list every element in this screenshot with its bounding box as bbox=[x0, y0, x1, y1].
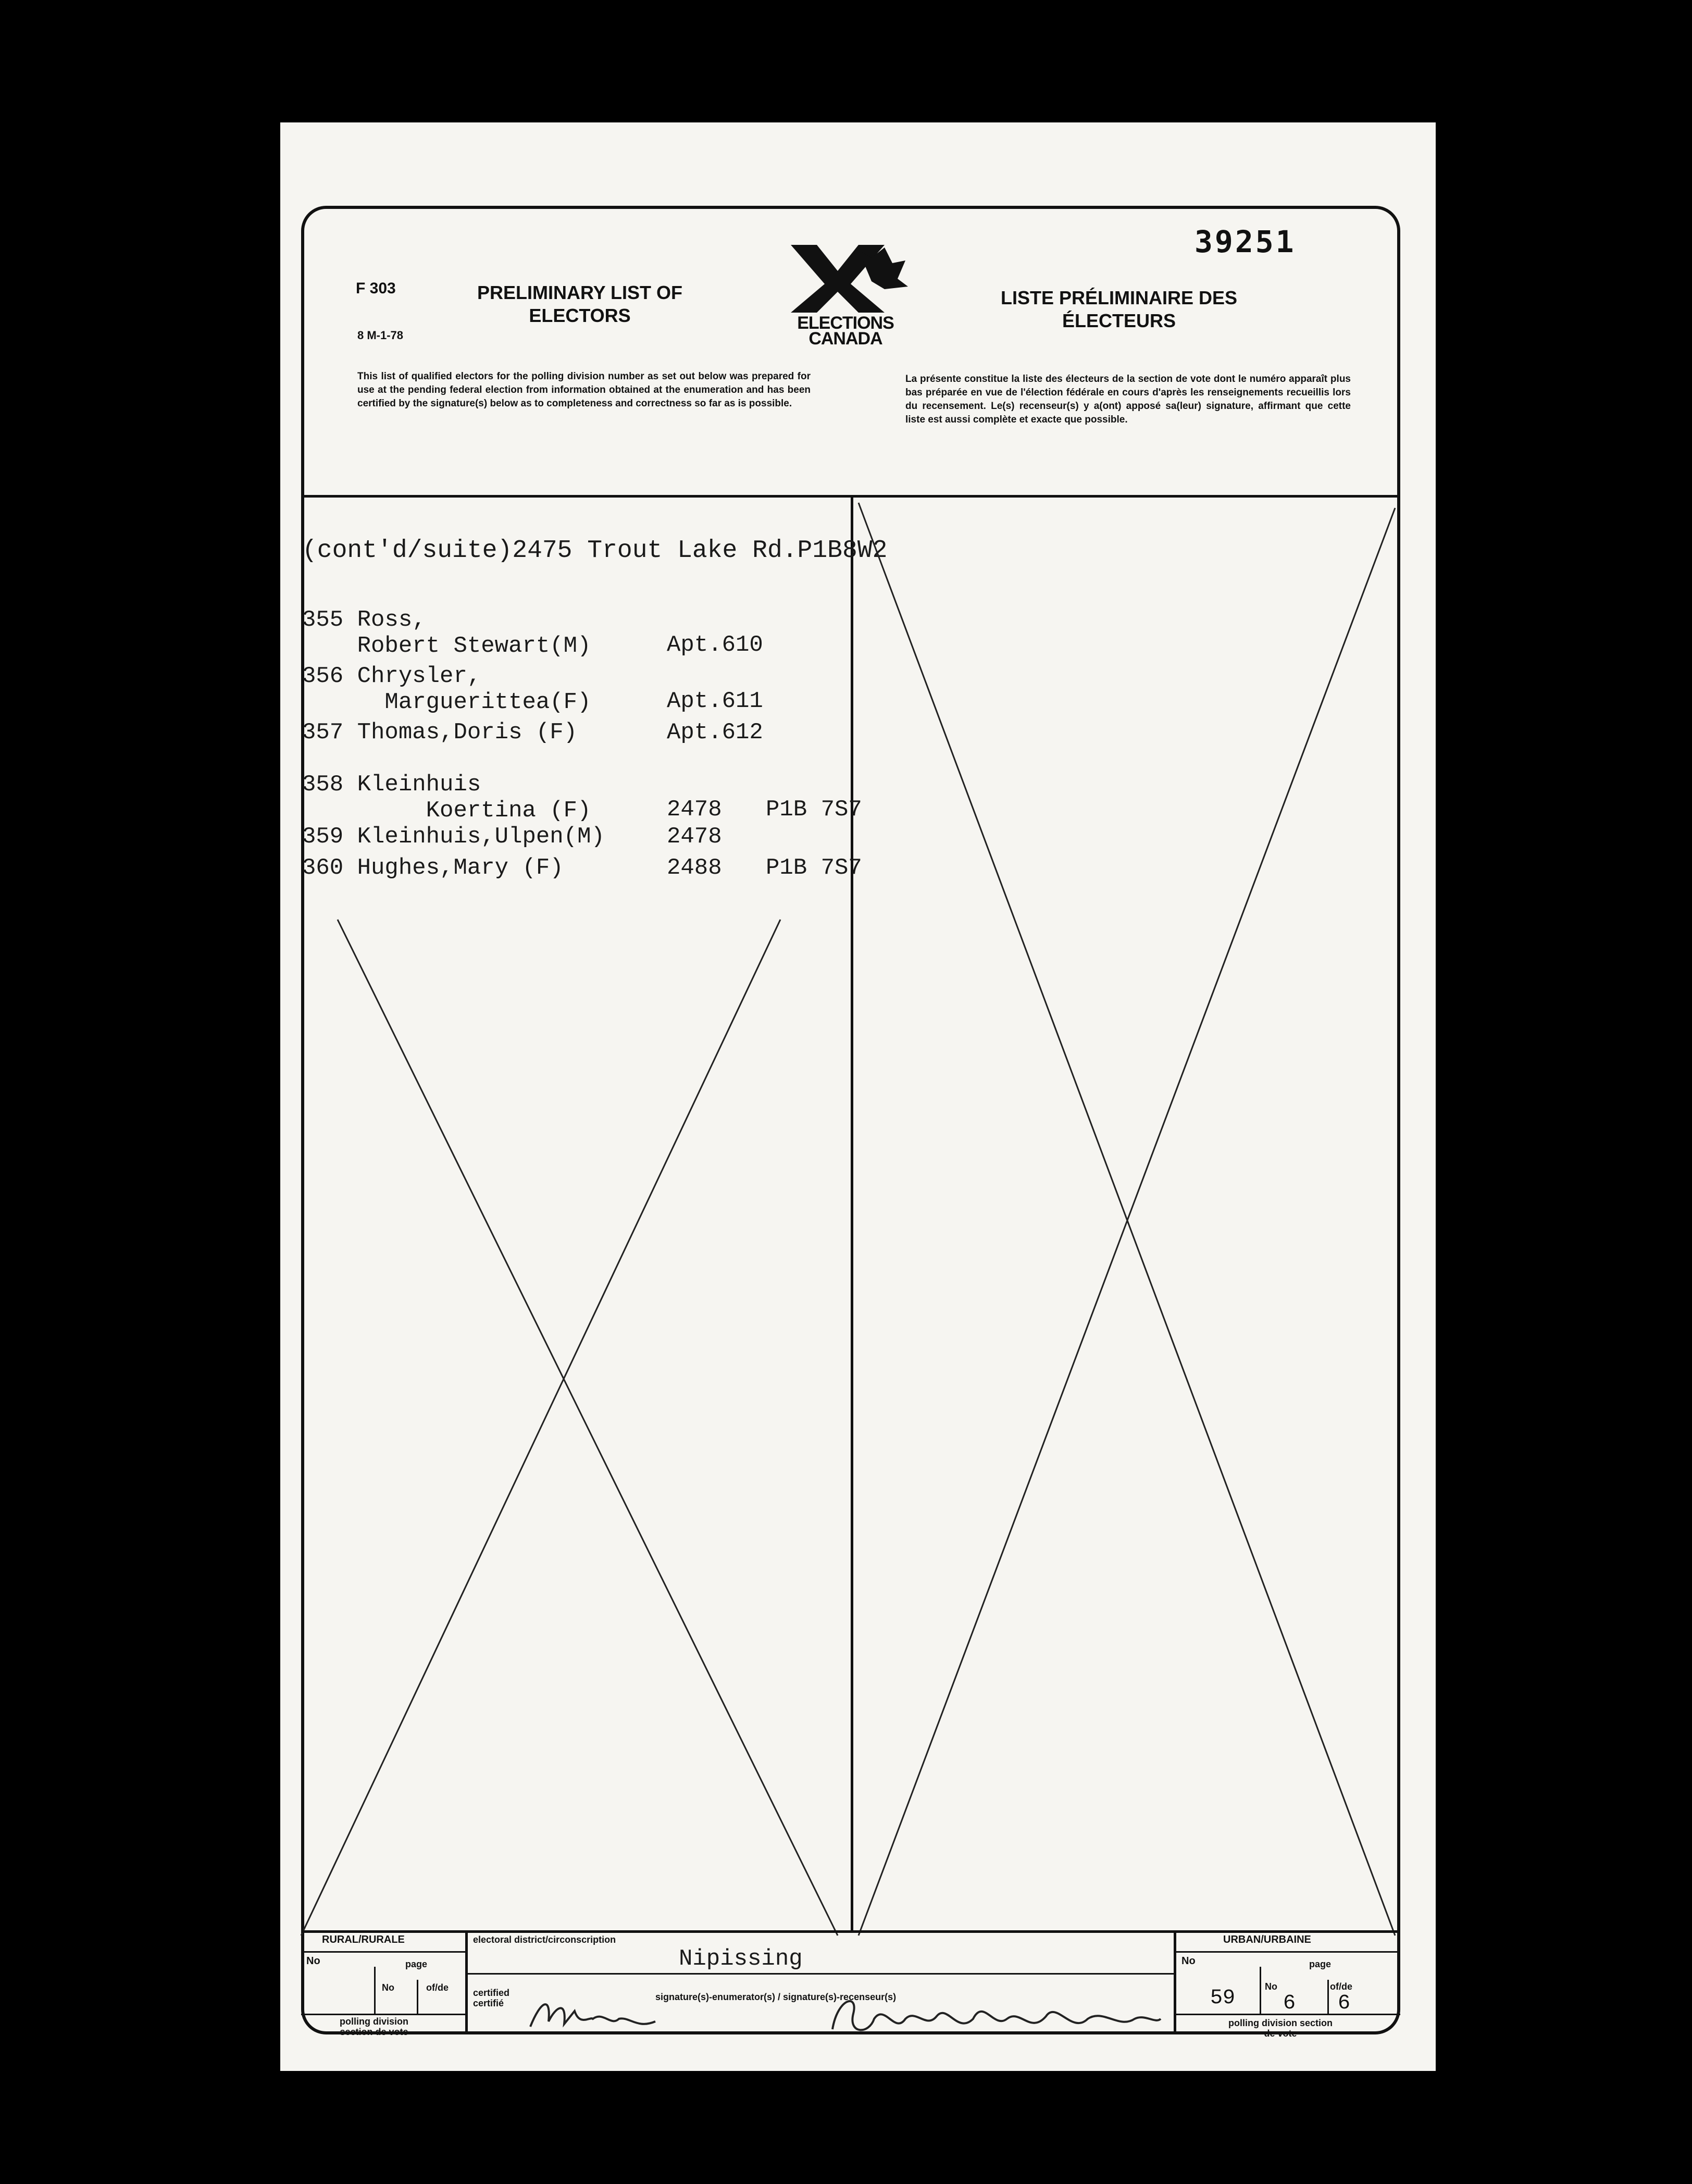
form-sheet bbox=[280, 122, 1436, 2071]
urban-no-value: 59 bbox=[1210, 1987, 1236, 2010]
intro-english: This list of qualified electors for the polling division number as set out below was prepared for use at the pending federal election from information obtained at the enumeration and has been certified by the signature(s) below as to completeness and correctness so far as is possible. bbox=[357, 371, 811, 409]
entry-line1: 356 Chrysler, bbox=[302, 663, 481, 689]
entry-line1: 360 Hughes,Mary (F) bbox=[302, 855, 564, 881]
certified-label: certified certifié bbox=[473, 1988, 510, 2008]
entry-line1: 355 Ross, bbox=[302, 607, 426, 633]
urban-of-value: 6 bbox=[1338, 1992, 1351, 2015]
logo-text-canada: CANADA bbox=[808, 329, 882, 349]
entry-postal: P1B 7S7 bbox=[766, 855, 862, 881]
entry-line2: Robert Stewart(M) bbox=[302, 633, 591, 659]
urban-page-divider bbox=[1327, 1980, 1329, 2014]
rural-cell-divider bbox=[374, 1967, 376, 2014]
entry-line2: Koertina (F) bbox=[302, 798, 591, 824]
entry-line1: 359 Kleinhuis,Ulpen(M) bbox=[302, 824, 605, 850]
rural-page-label: page bbox=[405, 1959, 428, 1969]
rural-page-no-label: No bbox=[382, 1982, 394, 1993]
logo-text-elections: ELECTIONS bbox=[797, 313, 894, 333]
cross-out-lines bbox=[280, 122, 1436, 2071]
district-rule bbox=[465, 1973, 1174, 1975]
rural-label-rule bbox=[301, 1951, 467, 1953]
enumerator-signature-1 bbox=[525, 1990, 661, 2044]
urban-page-no-label: No bbox=[1265, 1981, 1277, 1992]
entry-postal: P1B 7S7 bbox=[766, 797, 862, 823]
entry-unit: Apt.612 bbox=[667, 719, 763, 746]
address-heading: (cont'd/suite)2475 Trout Lake Rd.P1B8W2 bbox=[302, 537, 888, 565]
urban-cell-divider bbox=[1260, 1967, 1261, 2014]
entry-line1: 357 Thomas,Doris (F) bbox=[302, 719, 578, 746]
form-code: 8 M-1-78 bbox=[357, 329, 404, 342]
title-english: PRELIMINARY LIST OF ELECTORS bbox=[477, 282, 682, 326]
urban-page-label: page bbox=[1309, 1959, 1332, 1969]
footer-col-1 bbox=[465, 1930, 468, 2034]
electoral-district-value: Nipissing bbox=[679, 1946, 803, 1972]
urban-no-label: No bbox=[1181, 1955, 1196, 1967]
rural-page-divider bbox=[417, 1980, 418, 2014]
title-french: LISTE PRÉLIMINAIRE DES ÉLECTEURS bbox=[1000, 287, 1238, 331]
entry-unit: 2478 bbox=[667, 824, 722, 850]
rural-label: RURAL/RURALE bbox=[322, 1934, 405, 1945]
entry-line1: 358 Kleinhuis bbox=[302, 772, 481, 798]
urban-page-value: 6 bbox=[1283, 1992, 1296, 2015]
entry-line2: Marguerittea(F) bbox=[302, 689, 591, 715]
urban-label-rule bbox=[1174, 1951, 1400, 1953]
form-number: F 303 bbox=[356, 280, 396, 297]
intro-french: La présente constitue la liste des électeurs de la section de vote dont le numéro apparaît plus bas préparée en vue de l'élection fédérale en cours d'après les renseignements recueillis lors du recensement. Le(s) recenseur(s) y a(ont) apposé sa(leur) signature, affirmant que cette liste est aussi complète et exacte que possible. bbox=[905, 374, 1351, 425]
signature-label: signature(s)-enumerator(s) / signature(s)-recenseur(s) bbox=[655, 1992, 897, 2002]
enumerator-signature-2 bbox=[827, 1988, 1166, 2052]
electoral-district-label: electoral district/circonscription bbox=[473, 1934, 616, 1945]
entry-unit: Apt.610 bbox=[667, 632, 763, 658]
entry-unit: Apt.611 bbox=[667, 688, 763, 714]
urban-of-label: of/de bbox=[1330, 1981, 1352, 1992]
footer-col-2 bbox=[1174, 1930, 1176, 2034]
urban-polling-division-label: polling division section de vote bbox=[1228, 2018, 1333, 2039]
urban-label: URBAN/URBAINE bbox=[1223, 1934, 1311, 1945]
entry-unit: 2488 bbox=[667, 855, 722, 881]
serial-number: 39251 bbox=[1195, 224, 1296, 259]
entry-unit: 2478 bbox=[667, 797, 722, 823]
rural-no-label: No bbox=[306, 1955, 320, 1967]
rural-bottom-rule bbox=[301, 2014, 467, 2015]
rural-of-label: of/de bbox=[426, 1982, 449, 1993]
rural-polling-division-label: polling division section de vote bbox=[340, 2016, 408, 2037]
